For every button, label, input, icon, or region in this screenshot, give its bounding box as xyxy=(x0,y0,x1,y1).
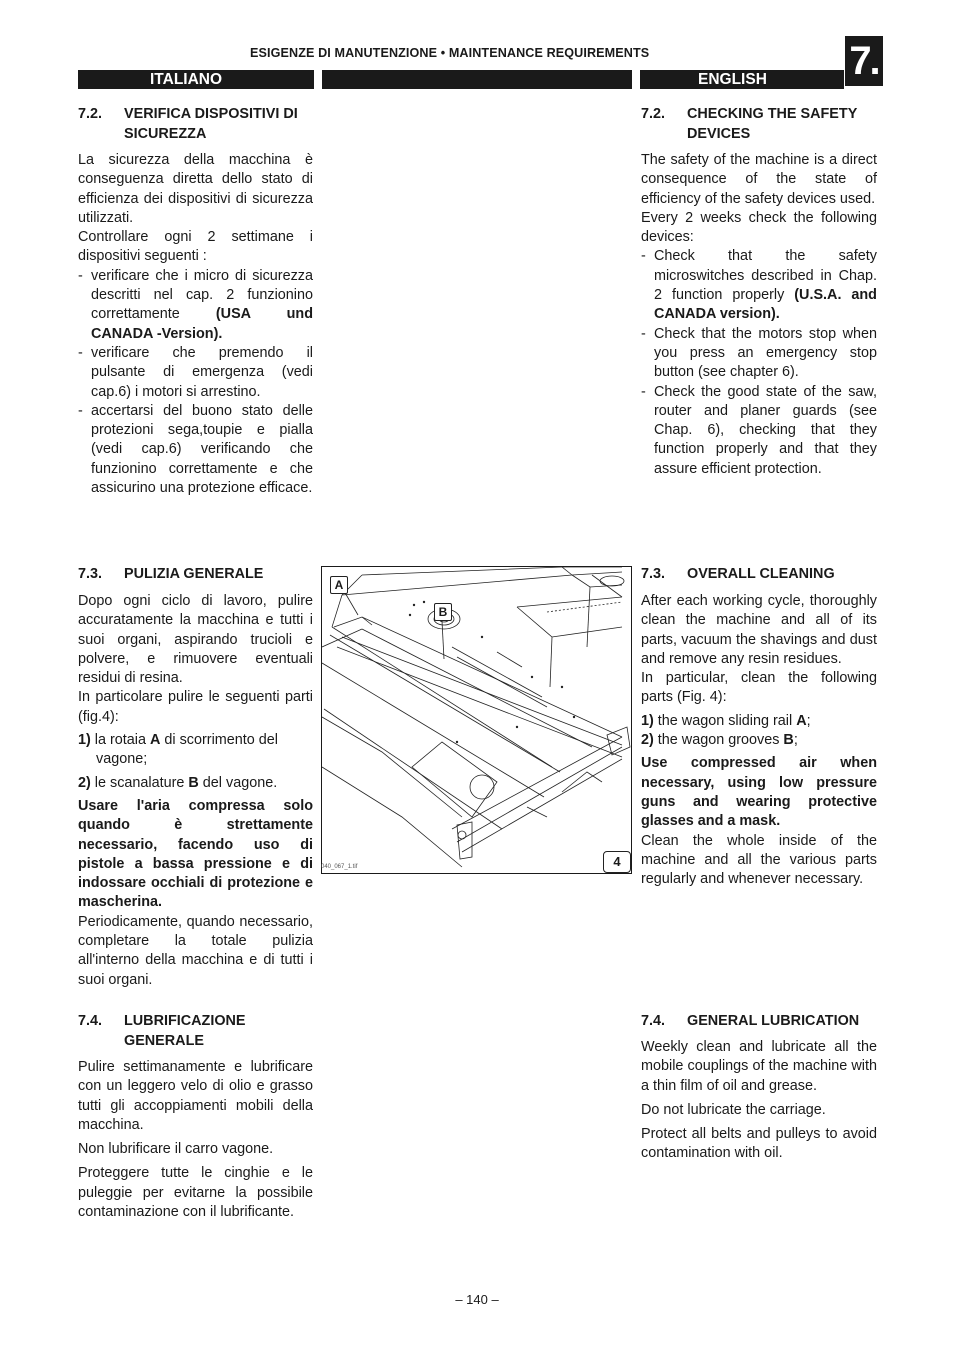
middle-section-bar xyxy=(322,70,632,89)
en-7-2-heading: 7.2. CHECKING THE SAFETY DEVICES xyxy=(641,106,858,142)
it-7-3-warning: Usare l'aria compressa solo quando è strettamente necessario, facendo uso di pistole a bassa pressione e di indossare occhiali di protezione e mascherina. xyxy=(78,797,313,911)
machine-drawing xyxy=(322,567,632,874)
it-7-4-para-1: Pulire settimanamente e lubrificare con un leggero velo di olio e grasso tutti gli accoppiamenti mobili della macchina. xyxy=(78,1059,313,1133)
it-7-2-para-2: Controllare ogni 2 settimane i dispositivi seguenti : xyxy=(78,229,313,265)
it-7-3-item-2: 2) le scanalature B del vagone. xyxy=(78,774,278,791)
en-7-3-item-2: 2) the wagon grooves B; xyxy=(641,732,798,749)
figure-4-machine-illustration xyxy=(321,566,632,874)
list-item: - Check that the motors stop when you press an emergency stop button (see chapter 6). xyxy=(641,325,877,381)
list-item: - accertarsi del buono stato delle protezioni sega,toupie e pialla (vedi cap.6) verificando che funzionino correttamente e che assicurino una protezione efficace. xyxy=(78,402,313,497)
en-7-4-heading: 7.4. GENERAL LUBRICATION xyxy=(641,1013,860,1029)
english-section-bar: ENGLISH xyxy=(640,70,844,89)
list-item: - Check the good state of the saw, router and planer guards (see Chap. 6), checking that they function properly and that they assure efficient protection. xyxy=(641,383,877,477)
list-item: - Check that the safety microswitches described in Chap. 2 function properly (U.S.A. and CANADA version). xyxy=(641,248,877,323)
figure-number-4: 4 xyxy=(603,851,631,873)
it-7-4-para-3: Proteggere tutte le cinghie e le puleggie per evitarne la possibile contaminazione con il lubrificante. xyxy=(78,1165,313,1221)
en-section-7-2 xyxy=(641,104,877,479)
page-header-title: ESIGENZE DI MANUTENZIONE • MAINTENANCE REQUIREMENTS xyxy=(250,46,650,60)
it-7-3-para-1: Dopo ogni ciclo di lavoro, pulire accuratamente la macchina e tutti i suoi organi, aspirando trucioli e polvere, e rimuovere eventuali residui di resina. xyxy=(78,593,313,687)
it-7-4-heading: 7.4. LUBRIFICAZIONE GENERALE xyxy=(78,1013,246,1049)
en-section-7-4 xyxy=(641,1011,877,1164)
it-7-2-heading: 7.2. VERIFICA DISPOSITIVI DI SICUREZZA xyxy=(78,106,298,142)
en-section-7-3 xyxy=(641,564,877,889)
en-7-3-para-1: After each working cycle, thoroughly clean the machine and all of its parts, vacuum the shavings and dust and remove any resin residues. xyxy=(641,593,877,667)
chapter-number-badge: 7. xyxy=(845,36,883,86)
list-item: - verificare che premendo il pulsante di emergenza (vedi cap.6) i motori si arrestino. xyxy=(78,344,313,400)
it-7-2-para-1: La sicurezza della macchina è conseguenza diretta dello stato di efficienza dei dispositivi di sicurezza utilizzati. xyxy=(78,152,313,226)
en-7-4-para-2: Do not lubricate the carriage. xyxy=(641,1101,826,1118)
en-7-4-para-3: Protect all belts and pulleys to avoid contamination with oil. xyxy=(641,1126,877,1162)
it-section-7-4 xyxy=(78,1011,313,1222)
it-7-3-item-1: 1) la rotaia A di scorrimento del vagone; xyxy=(78,732,278,768)
en-7-2-para-1: The safety of the machine is a direct consequence of the state of efficiency of the safety devices used. xyxy=(641,152,877,207)
en-7-3-para-3: Clean the whole inside of the machine and all the various parts regularly and whenever necessary. xyxy=(641,832,877,888)
en-7-2-para-2: Every 2 weeks check the following devices: xyxy=(641,209,877,246)
figure-label-a: A xyxy=(330,576,348,594)
figure-file-reference: 040_067_1.tif xyxy=(321,864,358,870)
list-item: - verificare che i micro di sicurezza descritti nel cap. 2 funzionino correttamente (USA und CANADA -Version). xyxy=(78,267,314,342)
en-7-3-warning: Use compressed air when necessary, using low pressure guns and wearing protective glasses and a mask. xyxy=(641,755,877,830)
it-7-4-para-2: Non lubrificare il carro vagone. xyxy=(78,1141,274,1158)
it-7-3-para-3: Periodicamente, quando necessario, completare la totale pulizia all'interno della macchina e di tutti i suoi organi. xyxy=(78,913,313,988)
it-section-7-3 xyxy=(78,564,313,990)
it-7-3-heading: 7.3. PULIZIA GENERALE xyxy=(78,566,264,582)
en-7-3-para-2: In particular, clean the following parts (Fig. 4): xyxy=(641,670,877,706)
it-section-7-2 xyxy=(78,104,313,498)
it-7-3-para-2: In particolare pulire le seguenti parti (fig.4): xyxy=(78,689,313,725)
en-7-3-item-1: 1) the wagon sliding rail A; xyxy=(641,712,811,729)
en-7-3-heading: 7.3. OVERALL CLEANING xyxy=(641,566,835,582)
figure-label-b: B xyxy=(434,603,452,621)
page-number: – 140 – xyxy=(455,1292,499,1307)
en-7-4-para-1: Weekly clean and lubricate all the mobile couplings of the machine with a thin film of oil and grease. xyxy=(641,1039,877,1094)
italiano-section-bar: ITALIANO xyxy=(78,70,314,89)
